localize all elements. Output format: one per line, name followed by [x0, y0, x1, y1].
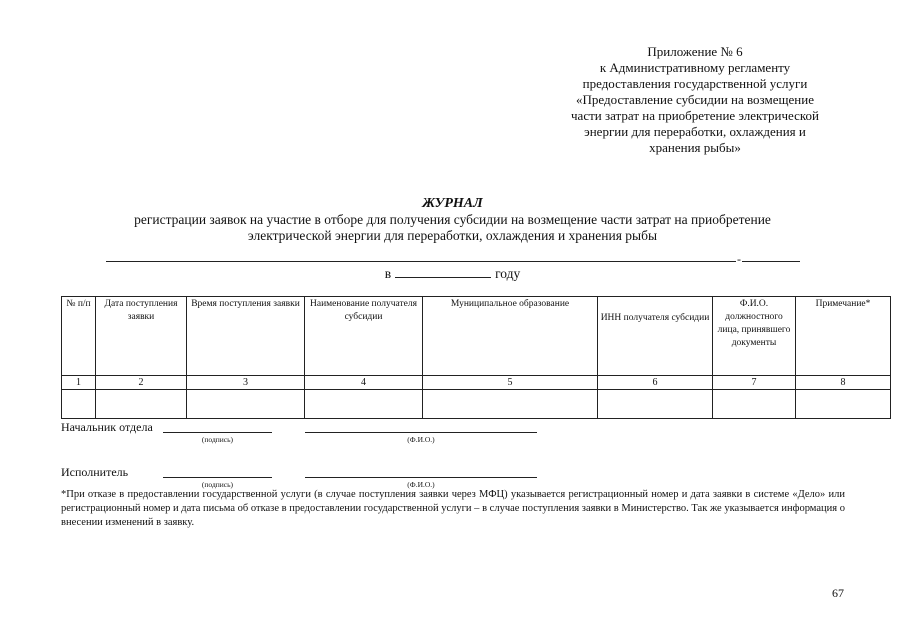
- table-header-cell: № п/п: [62, 297, 96, 376]
- table-cell: [96, 390, 187, 419]
- table-header-cell: Время поступления заявки: [187, 297, 305, 376]
- appendix-line: энергии для переработки, охлаждения и: [584, 124, 806, 139]
- journal-subtitle-line: регистрации заявок на участие в отборе для получения субсидии на возмещение части затрат на приобретение: [134, 212, 771, 227]
- year-prefix: в: [384, 266, 392, 281]
- table-number-cell: 1: [62, 376, 96, 390]
- table-cell: [305, 390, 423, 419]
- signature-caption: (подпись): [201, 480, 234, 489]
- appendix-line: Приложение № 6: [647, 44, 743, 59]
- journal-subtitle-line: электрической энергии для переработки, охлаждения и хранения рыбы: [247, 228, 658, 243]
- signature-caption: (подпись): [201, 435, 234, 444]
- appendix-line: части затрат на приобретение электрической: [571, 108, 819, 123]
- appendix-header: [540, 44, 850, 156]
- table-number-cell: 6: [598, 376, 713, 390]
- table-header-cell: Дата поступления заявки: [96, 297, 187, 376]
- journal-subtitle: [60, 212, 845, 244]
- page-number: 67: [832, 586, 844, 600]
- table-row: [62, 390, 891, 419]
- table-cell: [187, 390, 305, 419]
- footnote: *При отказе в предоставлении государственной услуги (в случае поступления заявки через МФЦ) указывается регистрационный номер и дата заявки в системе «Дело» или регистрационный номер и дата письма об отказе в предоставлении государственной услуги – в случае поступления заявки в Министерство. Так же указывается информация о внесении изменений в заявку.: [61, 489, 845, 528]
- table-number-cell: 5: [423, 376, 598, 390]
- table-cell: [598, 390, 713, 419]
- head-fio-line: [305, 432, 537, 433]
- journal-title: ЖУРНАЛ: [422, 196, 483, 211]
- table-header-cell: Ф.И.О. должностного лица, принявшего документы: [713, 297, 796, 376]
- organization-blank-line: [106, 261, 736, 262]
- table-number-cell: 3: [187, 376, 305, 390]
- blank-dash: -: [737, 252, 741, 266]
- fio-caption: (Ф.И.О.): [407, 435, 435, 444]
- table-header-cell: ИНН получателя субсидии: [598, 297, 713, 376]
- table-cell: [62, 390, 96, 419]
- table-header-row: [62, 297, 891, 376]
- table-cell: [713, 390, 796, 419]
- executor-signature-line: [163, 477, 272, 478]
- year-suffix: году: [495, 266, 521, 281]
- head-of-department-label: Начальник отдела: [61, 420, 153, 434]
- table-number-cell: 4: [305, 376, 423, 390]
- table-number-cell: 2: [96, 376, 187, 390]
- table-cell: [796, 390, 891, 419]
- appendix-line: к Административному регламенту: [599, 60, 791, 75]
- appendix-line: «Предоставление субсидии на возмещение: [576, 92, 814, 107]
- table-number-cell: 8: [796, 376, 891, 390]
- table-number-cell: 7: [713, 376, 796, 390]
- fio-caption: (Ф.И.О.): [407, 480, 435, 489]
- table-header-cell: Примечание*: [796, 297, 891, 376]
- head-signature-line: [163, 432, 272, 433]
- table-number-row: [62, 376, 891, 390]
- journal-table: [61, 296, 891, 419]
- appendix-line: хранения рыбы»: [649, 140, 741, 155]
- appendix-line: предоставления государственной услуги: [582, 76, 808, 91]
- year-blank-line: [395, 265, 491, 278]
- executor-label: Исполнитель: [61, 465, 129, 479]
- table-cell: [423, 390, 598, 419]
- executor-fio-line: [305, 477, 537, 478]
- year-row: [0, 265, 905, 282]
- table-header-cell: Муниципальное образование: [423, 297, 598, 376]
- organization-blank-line-short: [742, 261, 800, 262]
- table-header-cell: Наименование получателя субсидии: [305, 297, 423, 376]
